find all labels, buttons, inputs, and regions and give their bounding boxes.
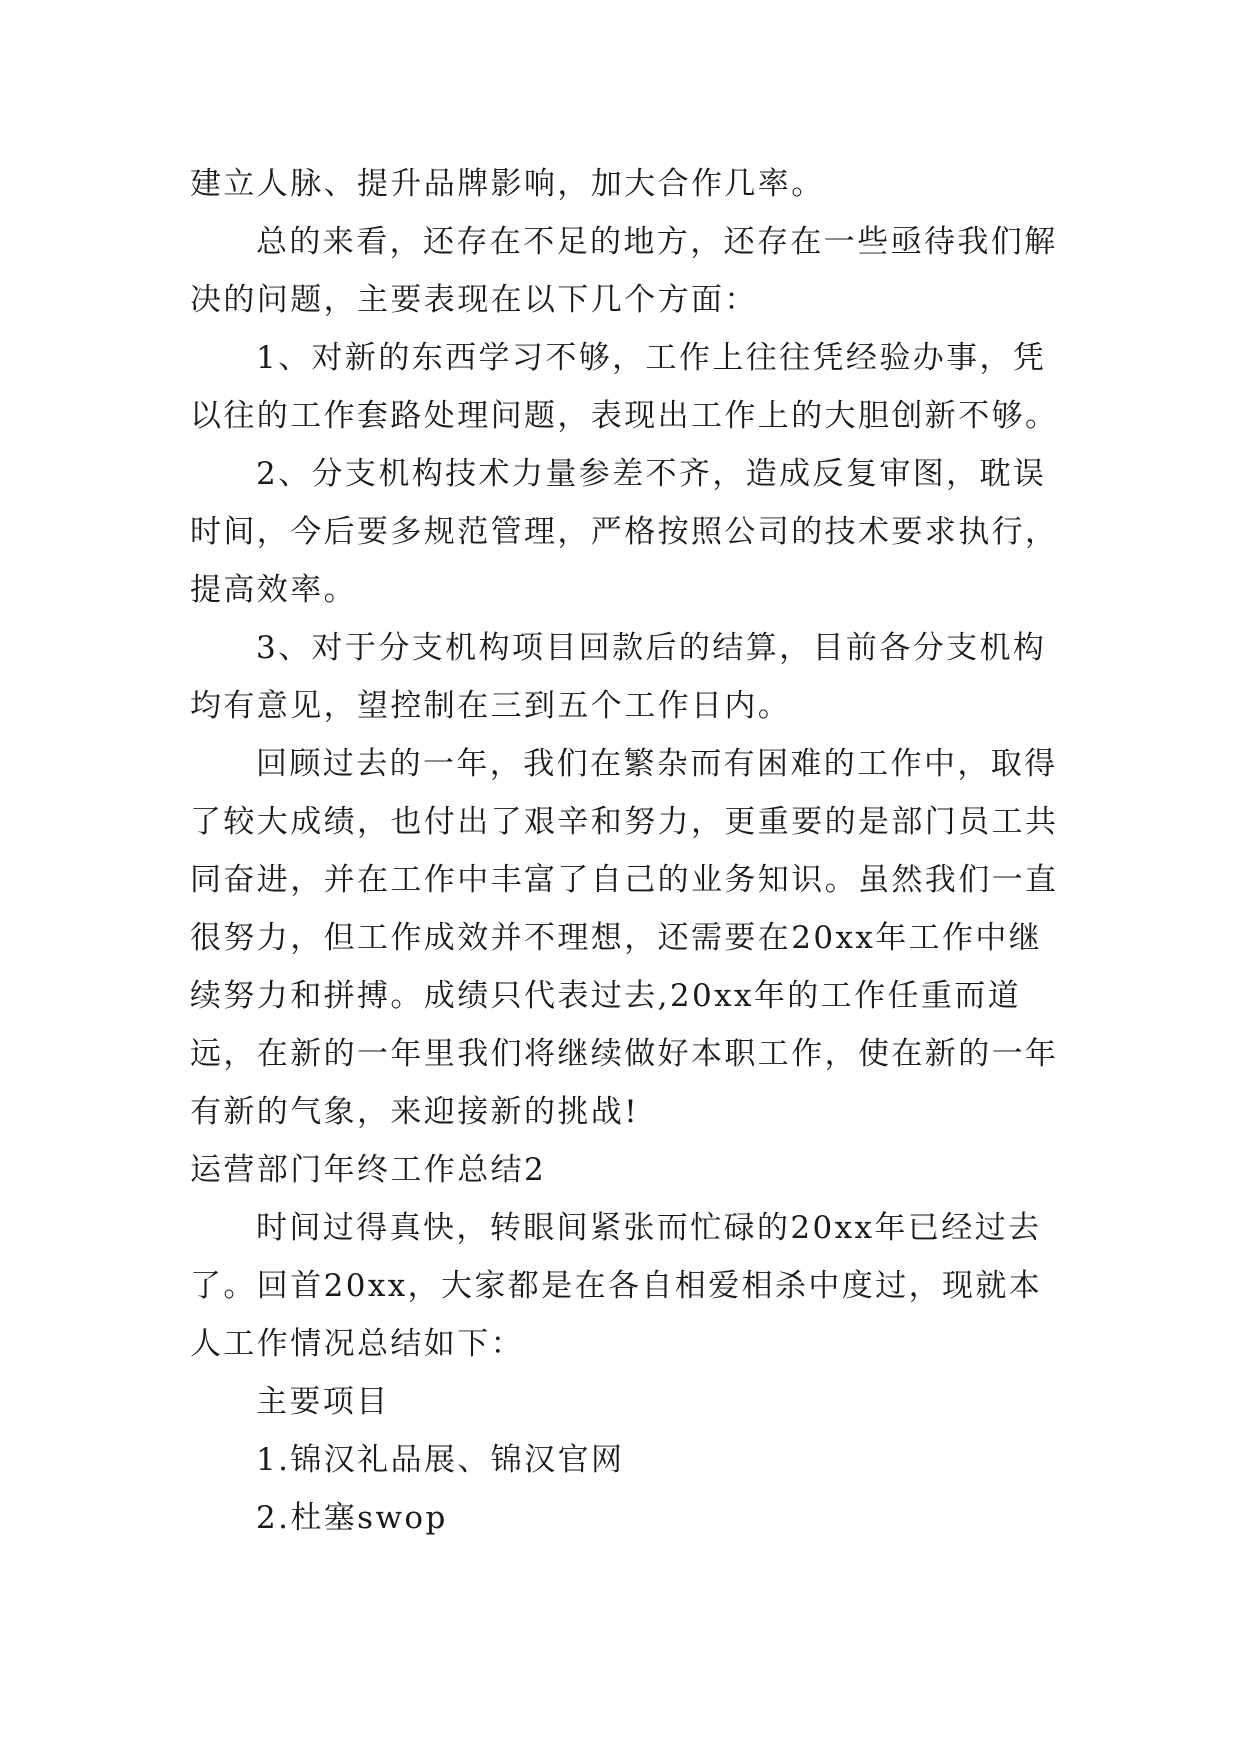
document-body <box>190 155 1060 1547</box>
paragraph-point-3: 3、对于分支机构项目回款后的结算，目前各分支机构均有意见，望控制在三到五个工作日内。 <box>190 630 1047 724</box>
paragraph-shortcomings: 总的来看，还存在不足的地方，还存在一些亟待我们解决的问题，主要表现在以下几个方面： <box>190 224 1058 318</box>
paragraph-point-1: 1、对新的东西学习不够，工作上往往凭经验办事，凭以往的工作套路处理问题，表现出工作上的大胆创新不够。 <box>190 340 1059 434</box>
paragraph-main-projects: 主要项目 <box>256 1384 390 1420</box>
list-item-project-2: 2.杜塞swop <box>256 1500 448 1536</box>
paragraph-intro-end: 建立人脉、提升品牌影响，加大合作几率。 <box>190 166 825 202</box>
list-item-project-1: 1.锦汉礼品展、锦汉官网 <box>256 1442 625 1478</box>
paragraph-point-2: 2、分支机构技术力量参差不齐，造成反复审图，耽误时间，今后要多规范管理，严格按照公司的技术要求执行，提高效率。 <box>190 456 1059 608</box>
paragraph-review: 回顾过去的一年，我们在繁杂而有困难的工作中，取得了较大成绩，也付出了艰辛和努力，更重要的是部门员工共同奋进，并在工作中丰富了自己的业务知识。虽然我们一直很努力，但工作成效并不理想，还需要在20xx年工作中继续努力和拼搏。成绩只代表过去,20xx年的工作任重而道远，在新的一年里我们将继续做好本职工作，使在新的一年有新的气象，来迎接新的挑战! <box>190 746 1059 1130</box>
section-heading: 运营部门年终工作总结2 <box>190 1152 547 1188</box>
paragraph-summary-intro: 时间过得真快，转眼间紧张而忙碌的20xx年已经过去了。回首20xx，大家都是在各自相爱相杀中度过，现就本人工作情况总结如下： <box>190 1210 1043 1362</box>
